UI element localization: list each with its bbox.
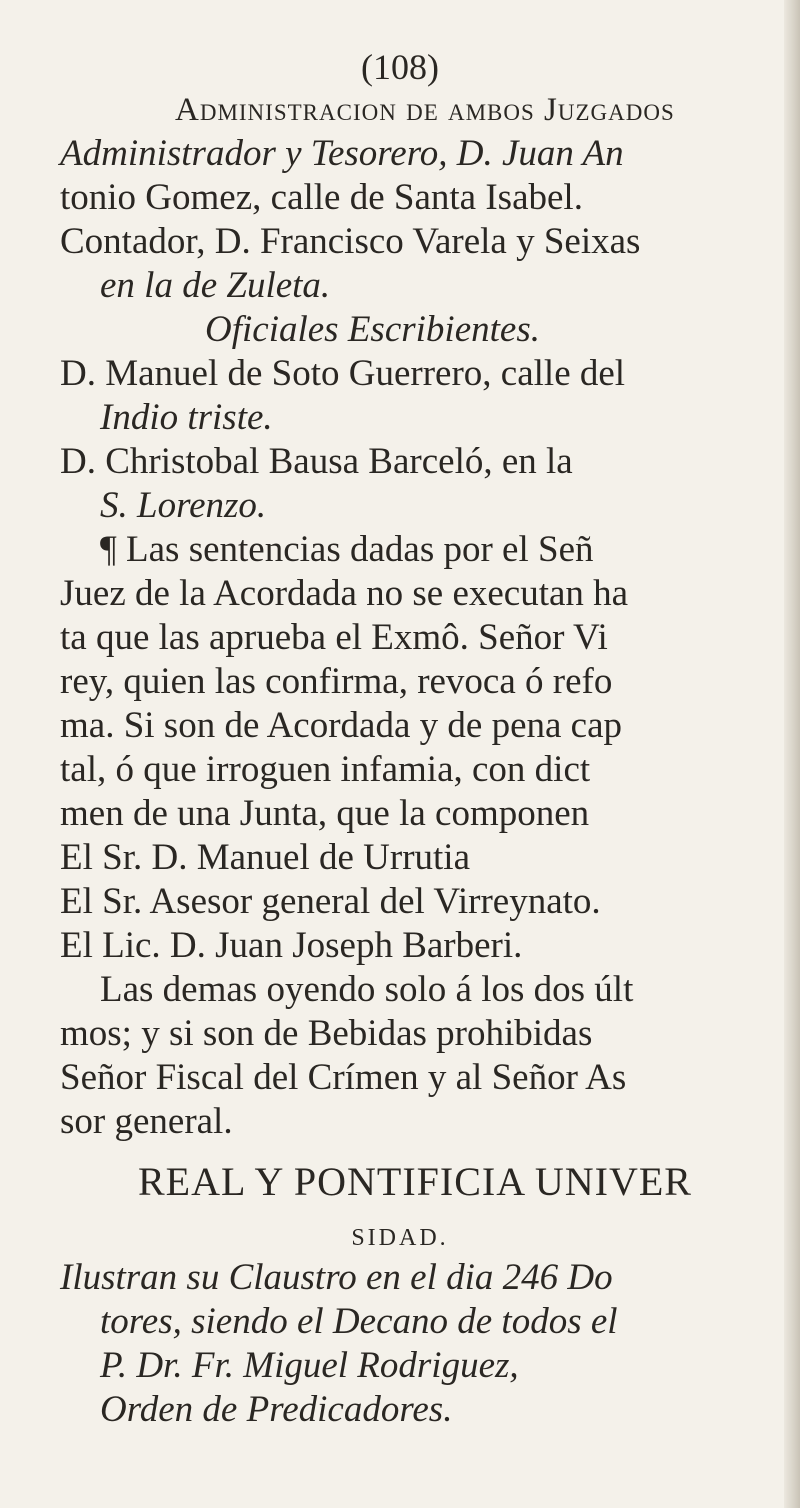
section-heading-universidad: REAL Y PONTIFICIA UNIVER (138, 1159, 692, 1204)
text-line-univ-2: tores, siendo el Decano de todos el (100, 1301, 618, 1342)
text-line-15: tal, ó que irroguen infamia, con dict (60, 749, 591, 790)
text-line-9: S. Lorenzo. (100, 485, 267, 526)
page-edge (784, 0, 800, 1508)
text-line-12: ta que las aprueba el Exmô. Señor Vi (60, 617, 608, 658)
text-line-16: men de una Junta, que la componen (60, 793, 590, 834)
text-line-4: en la de Zuleta. (100, 265, 331, 306)
subheading-oficiales: Oficiales Escribientes. (205, 309, 540, 350)
text-line-11: Juez de la Acordada no se executan ha (60, 573, 629, 614)
page-number: (108) (361, 47, 439, 87)
member-line-1: El Sr. D. Manuel de Urrutia (60, 837, 470, 878)
text-line-6: D. Manuel de Soto Guerrero, calle del (60, 353, 626, 394)
text-line-univ-3: P. Dr. Fr. Miguel Rodriguez, (100, 1345, 519, 1386)
section-heading-administracion: Administracion de ambos Juzgados (175, 92, 675, 128)
text-line-13: rey, quien las confirma, revoca ó refo (60, 661, 613, 702)
text-line-univ-4: Orden de Predicadores. (100, 1389, 453, 1430)
text-line-14: ma. Si son de Acordada y de pena cap (60, 705, 623, 746)
text-line-8: D. Christobal Bausa Barceló, en la (60, 441, 573, 482)
text-line-22: Señor Fiscal del Crímen y al Señor As (60, 1057, 627, 1098)
member-line-2: El Sr. Asesor general del Virreynato. (60, 881, 601, 922)
paragraph-start: ¶ Las sentencias dadas por el Señ (100, 529, 594, 570)
text-line-23: sor general. (60, 1101, 233, 1142)
text-line-21: mos; y si son de Bebidas prohibidas (60, 1013, 593, 1054)
text-line-3: Contador, D. Francisco Varela y Seixas (60, 221, 641, 262)
member-line-3: El Lic. D. Juan Joseph Barberi. (60, 925, 523, 966)
text-line-1: Administrador y Tesorero, D. Juan An (60, 133, 624, 174)
text-line-7: Indio triste. (100, 397, 273, 438)
text-line-2: tonio Gomez, calle de Santa Isabel. (60, 177, 583, 218)
text-line-20: Las demas oyendo solo á los dos últ (100, 969, 634, 1010)
section-heading-universidad-cont: SIDAD. (351, 1225, 449, 1251)
text-line-univ-1: Ilustran su Claustro en el dia 246 Do (60, 1257, 613, 1298)
